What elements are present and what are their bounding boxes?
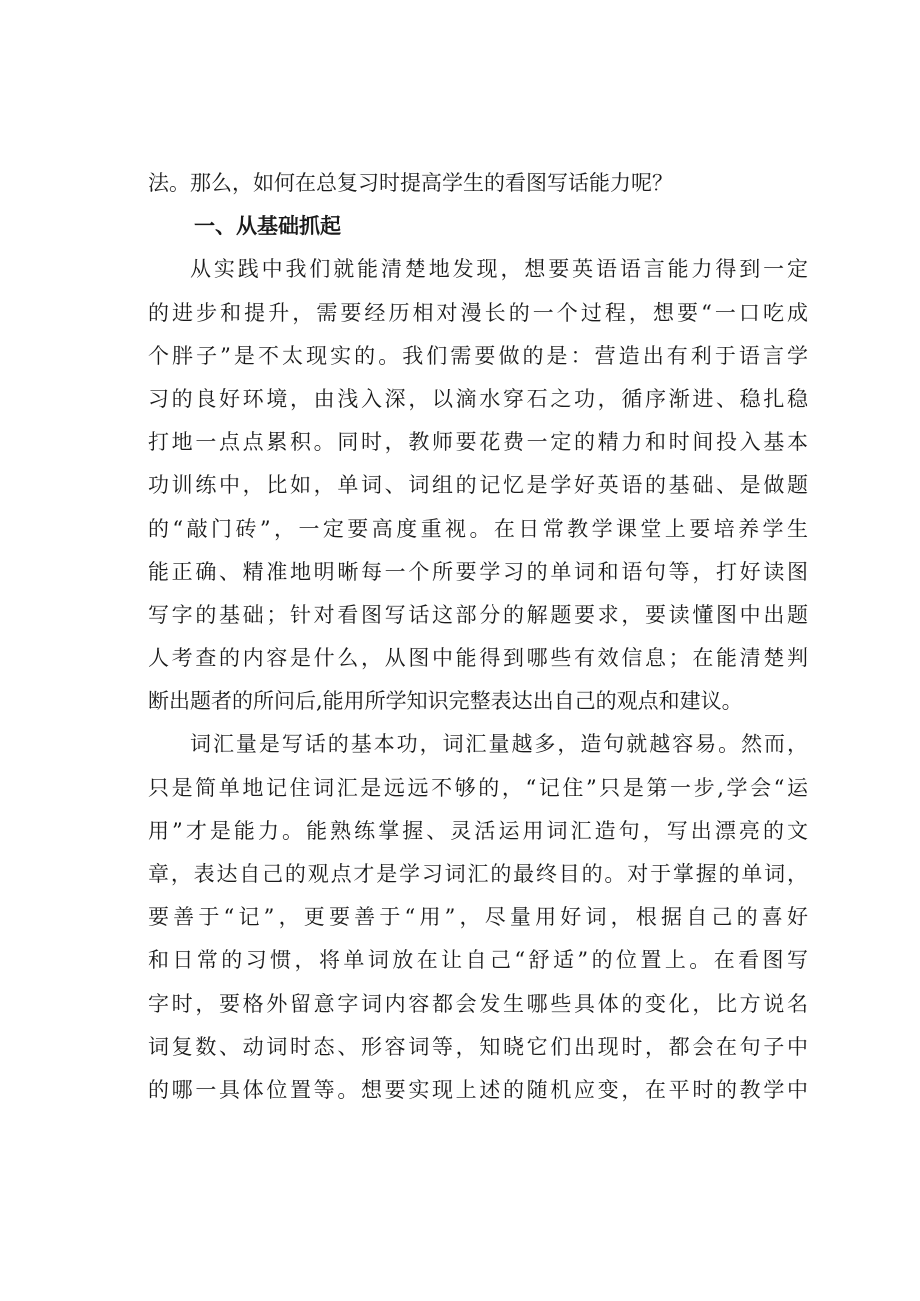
paragraph-2-line: 词汇量是写话的基本功，词汇量越多，造句就越容易。然而， bbox=[190, 732, 808, 757]
paragraph-2-line: 只是简单地记住词汇是远远不够的，“记住”只是第一步,学会“运 bbox=[148, 775, 808, 800]
paragraph-1-line: 习的良好环境，由浅入深，以滴水穿石之功，循序渐进、稳扎稳 bbox=[148, 386, 808, 411]
paragraph-2-line: 词复数、动词时态、形容词等，知晓它们出现时，都会在句子中 bbox=[148, 1034, 808, 1059]
paragraph-2-line: 字时，要格外留意字词内容都会发生哪些具体的变化，比方说名 bbox=[148, 991, 808, 1016]
paragraph-2-line: 和日常的习惯，将单词放在让自己“舒适”的位置上。在看图写 bbox=[148, 948, 808, 973]
paragraph-2 bbox=[148, 723, 808, 1112]
paragraph-1-line: 人考查的内容是什么，从图中能得到哪些有效信息；在能清楚判 bbox=[148, 646, 808, 671]
section-heading: 一、从基础抓起 bbox=[194, 214, 341, 239]
paragraph-1-line: 断出题者的所问后,能用所学知识完整表达出自己的观点和建议。 bbox=[148, 689, 743, 714]
paragraph-1-line: 的进步和提升，需要经历相对漫长的一个过程，想要“一口吃成 bbox=[148, 300, 808, 325]
paragraph-1-line: 写字的基础；针对看图写话这部分的解题要求，要读懂图中出题 bbox=[148, 602, 808, 627]
paragraph-2-line: 章，表达自己的观点才是学习词汇的最终目的。对于掌握的单词， bbox=[148, 862, 808, 886]
paragraph-1-line: 功训练中，比如，单词、词组的记忆是学好英语的基础、是做题 bbox=[148, 473, 808, 498]
paragraph-2-line: 要善于“记”，更要善于“用”，尽量用好词，根据自己的喜好 bbox=[148, 905, 808, 930]
paragraph-1-line: 从实践中我们就能清楚地发现，想要英语语言能力得到一定 bbox=[190, 257, 808, 282]
paragraph-2-line: 的哪一具体位置等。想要实现上述的随机应变，在平时的教学中 bbox=[148, 1077, 808, 1102]
paragraph-1 bbox=[148, 248, 808, 723]
paragraph-1-line: 打地一点点累积。同时，教师要花费一定的精力和时间投入基本 bbox=[148, 430, 808, 455]
paragraph-2-line: 用”才是能力。能熟练掌握、灵活运用词汇造句，写出漂亮的文 bbox=[148, 818, 808, 843]
paragraph-1-line: 的“敲门砖”，一定要高度重视。在日常教学课堂上要培养学生 bbox=[148, 516, 808, 541]
paragraph-1-line: 能正确、精准地明晰每一个所要学习的单词和语句等，打好读图 bbox=[148, 559, 808, 584]
intro-line: 法。那么，如何在总复习时提高学生的看图写话能力呢？ bbox=[148, 171, 673, 195]
document-body bbox=[148, 162, 808, 1112]
paragraph-1-line: 个胖子”是不太现实的。我们需要做的是：营造出有利于语言学 bbox=[148, 343, 808, 368]
